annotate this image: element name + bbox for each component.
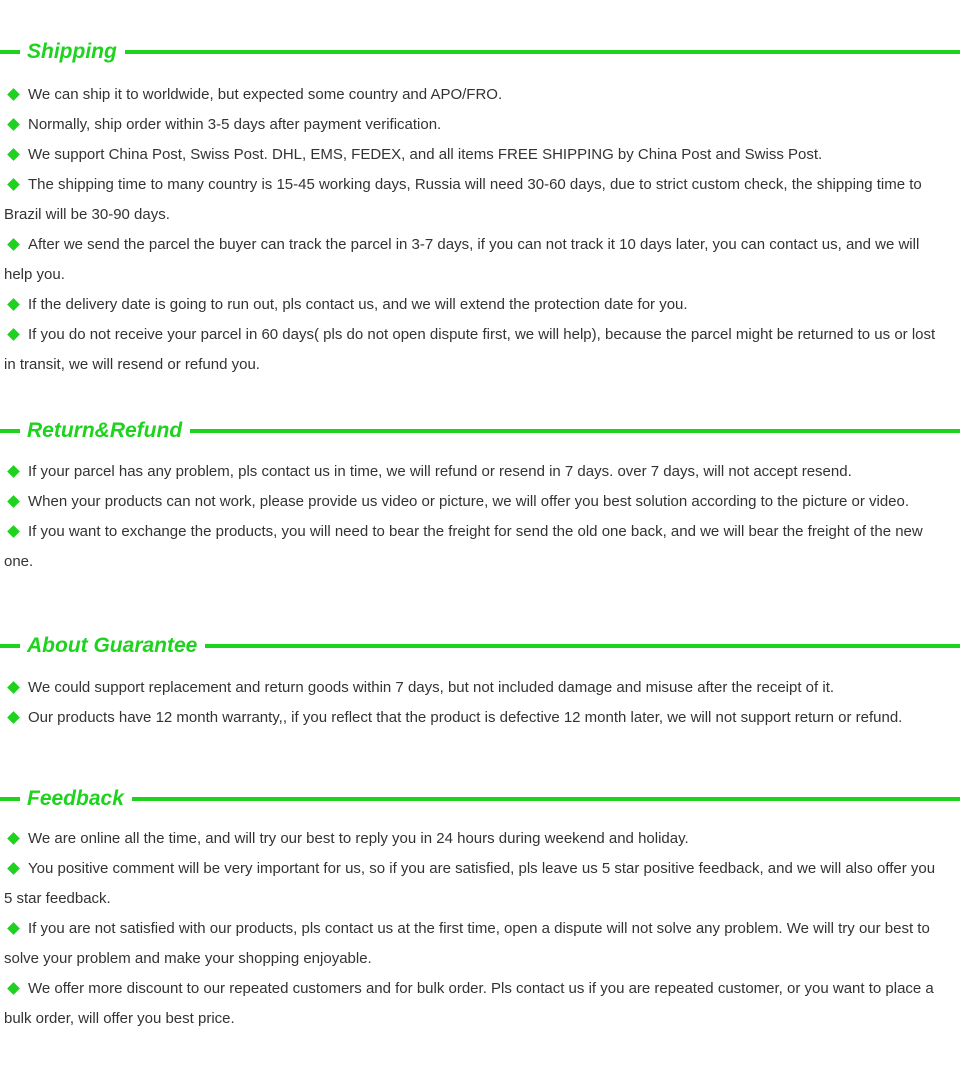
item-text: If you do not receive your parcel in 60 days( pls do not open dispute first, we will help), because the parcel might be returned to us or lost in transit, we will resend or refund you. bbox=[4, 326, 936, 373]
list-item bbox=[0, 290, 940, 320]
list-item bbox=[0, 854, 940, 914]
item-text: After we send the parcel the buyer can track the parcel in 3-7 days, if you can not track it 10 days later, you can contact us, and we will help you. bbox=[4, 236, 920, 283]
list-item bbox=[0, 320, 940, 380]
item-text: If the delivery date is going to run out, pls contact us, and we will extend the protection date for you. bbox=[28, 296, 688, 313]
item-text: We support China Post, Swiss Post. DHL, EMS, FEDEX, and all items FREE SHIPPING by China Post and Swiss Post. bbox=[28, 146, 823, 163]
section-title: Shipping bbox=[27, 40, 117, 63]
list-item bbox=[0, 80, 940, 110]
item-text: We could support replacement and return goods within 7 days, but not included damage and misuse after the receipt of it. bbox=[28, 679, 835, 696]
list-item bbox=[0, 673, 940, 703]
list-item bbox=[0, 914, 940, 974]
item-text: You positive comment will be very important for us, so if you are satisfied, pls leave us 5 star positive feedback, and we will also offer you 5 star feedback. bbox=[4, 860, 936, 907]
green-diamond-icon bbox=[7, 298, 20, 311]
header-rule-right bbox=[205, 644, 960, 648]
section-list bbox=[0, 824, 940, 1034]
green-diamond-icon bbox=[7, 862, 20, 875]
header-rule-right bbox=[125, 50, 960, 54]
item-text: When your products can not work, please provide us video or picture, we will offer you best solution according to the picture or video. bbox=[28, 493, 910, 510]
section-title: About Guarantee bbox=[27, 634, 198, 657]
section-header bbox=[0, 632, 960, 660]
item-text: If you are not satisfied with our products, pls contact us at the first time, open a dispute will not solve any problem. We will try our best to solve your problem and make your shopping enjoyable. bbox=[4, 920, 930, 967]
header-rule-left bbox=[0, 644, 20, 648]
section-header bbox=[0, 38, 960, 66]
section-list bbox=[0, 673, 940, 733]
item-text: Our products have 12 month warranty,, if you reflect that the product is defective 12 month later, we will not support return or refund. bbox=[28, 709, 903, 726]
green-diamond-icon bbox=[7, 88, 20, 101]
list-item bbox=[0, 703, 940, 733]
section-shipping bbox=[0, 38, 960, 373]
list-item bbox=[0, 110, 940, 140]
green-diamond-icon bbox=[7, 118, 20, 131]
green-diamond-icon bbox=[7, 178, 20, 191]
green-diamond-icon bbox=[7, 465, 20, 478]
header-rule-right bbox=[132, 797, 960, 801]
green-diamond-icon bbox=[7, 495, 20, 508]
item-text: If your parcel has any problem, pls contact us in time, we will refund or resend in 7 days. over 7 days, will not accept resend. bbox=[28, 463, 852, 480]
green-diamond-icon bbox=[7, 525, 20, 538]
green-diamond-icon bbox=[7, 681, 20, 694]
green-diamond-icon bbox=[7, 328, 20, 341]
green-diamond-icon bbox=[7, 238, 20, 251]
green-diamond-icon bbox=[7, 711, 20, 724]
section-about-guarantee bbox=[0, 632, 960, 726]
list-item bbox=[0, 230, 940, 290]
list-item bbox=[0, 517, 940, 577]
green-diamond-icon bbox=[7, 982, 20, 995]
list-item bbox=[0, 824, 940, 854]
item-text: The shipping time to many country is 15-45 working days, Russia will need 30-60 days, due to strict custom check, the shipping time to Brazil will be 30-90 days. bbox=[4, 176, 922, 223]
item-text: We offer more discount to our repeated customers and for bulk order. Pls contact us if you are repeated customer, or you want to place a bulk order, will offer you best price. bbox=[4, 980, 934, 1027]
item-text: If you want to exchange the products, you will need to bear the freight for send the old one back, and we will bear the freight of the new one. bbox=[4, 523, 923, 570]
header-rule-left bbox=[0, 797, 20, 801]
list-item bbox=[0, 140, 940, 170]
section-return-refund bbox=[0, 417, 960, 570]
section-header bbox=[0, 417, 960, 445]
header-rule-left bbox=[0, 429, 20, 433]
green-diamond-icon bbox=[7, 832, 20, 845]
section-title: Return&Refund bbox=[27, 419, 183, 442]
section-title: Feedback bbox=[27, 787, 124, 810]
green-diamond-icon bbox=[7, 922, 20, 935]
item-text: We can ship it to worldwide, but expected some country and APO/FRO. bbox=[28, 86, 503, 103]
item-text: We are online all the time, and will try our best to reply you in 24 hours during weekend and holiday. bbox=[28, 830, 689, 847]
item-text: Normally, ship order within 3-5 days after payment verification. bbox=[28, 116, 442, 133]
list-item bbox=[0, 170, 940, 230]
section-feedback bbox=[0, 785, 960, 1027]
section-header bbox=[0, 785, 960, 813]
green-diamond-icon bbox=[7, 148, 20, 161]
section-list bbox=[0, 457, 940, 577]
header-rule-right bbox=[190, 429, 960, 433]
header-rule-left bbox=[0, 50, 20, 54]
list-item bbox=[0, 974, 940, 1034]
list-item bbox=[0, 487, 940, 517]
section-list bbox=[0, 80, 940, 380]
list-item bbox=[0, 457, 940, 487]
